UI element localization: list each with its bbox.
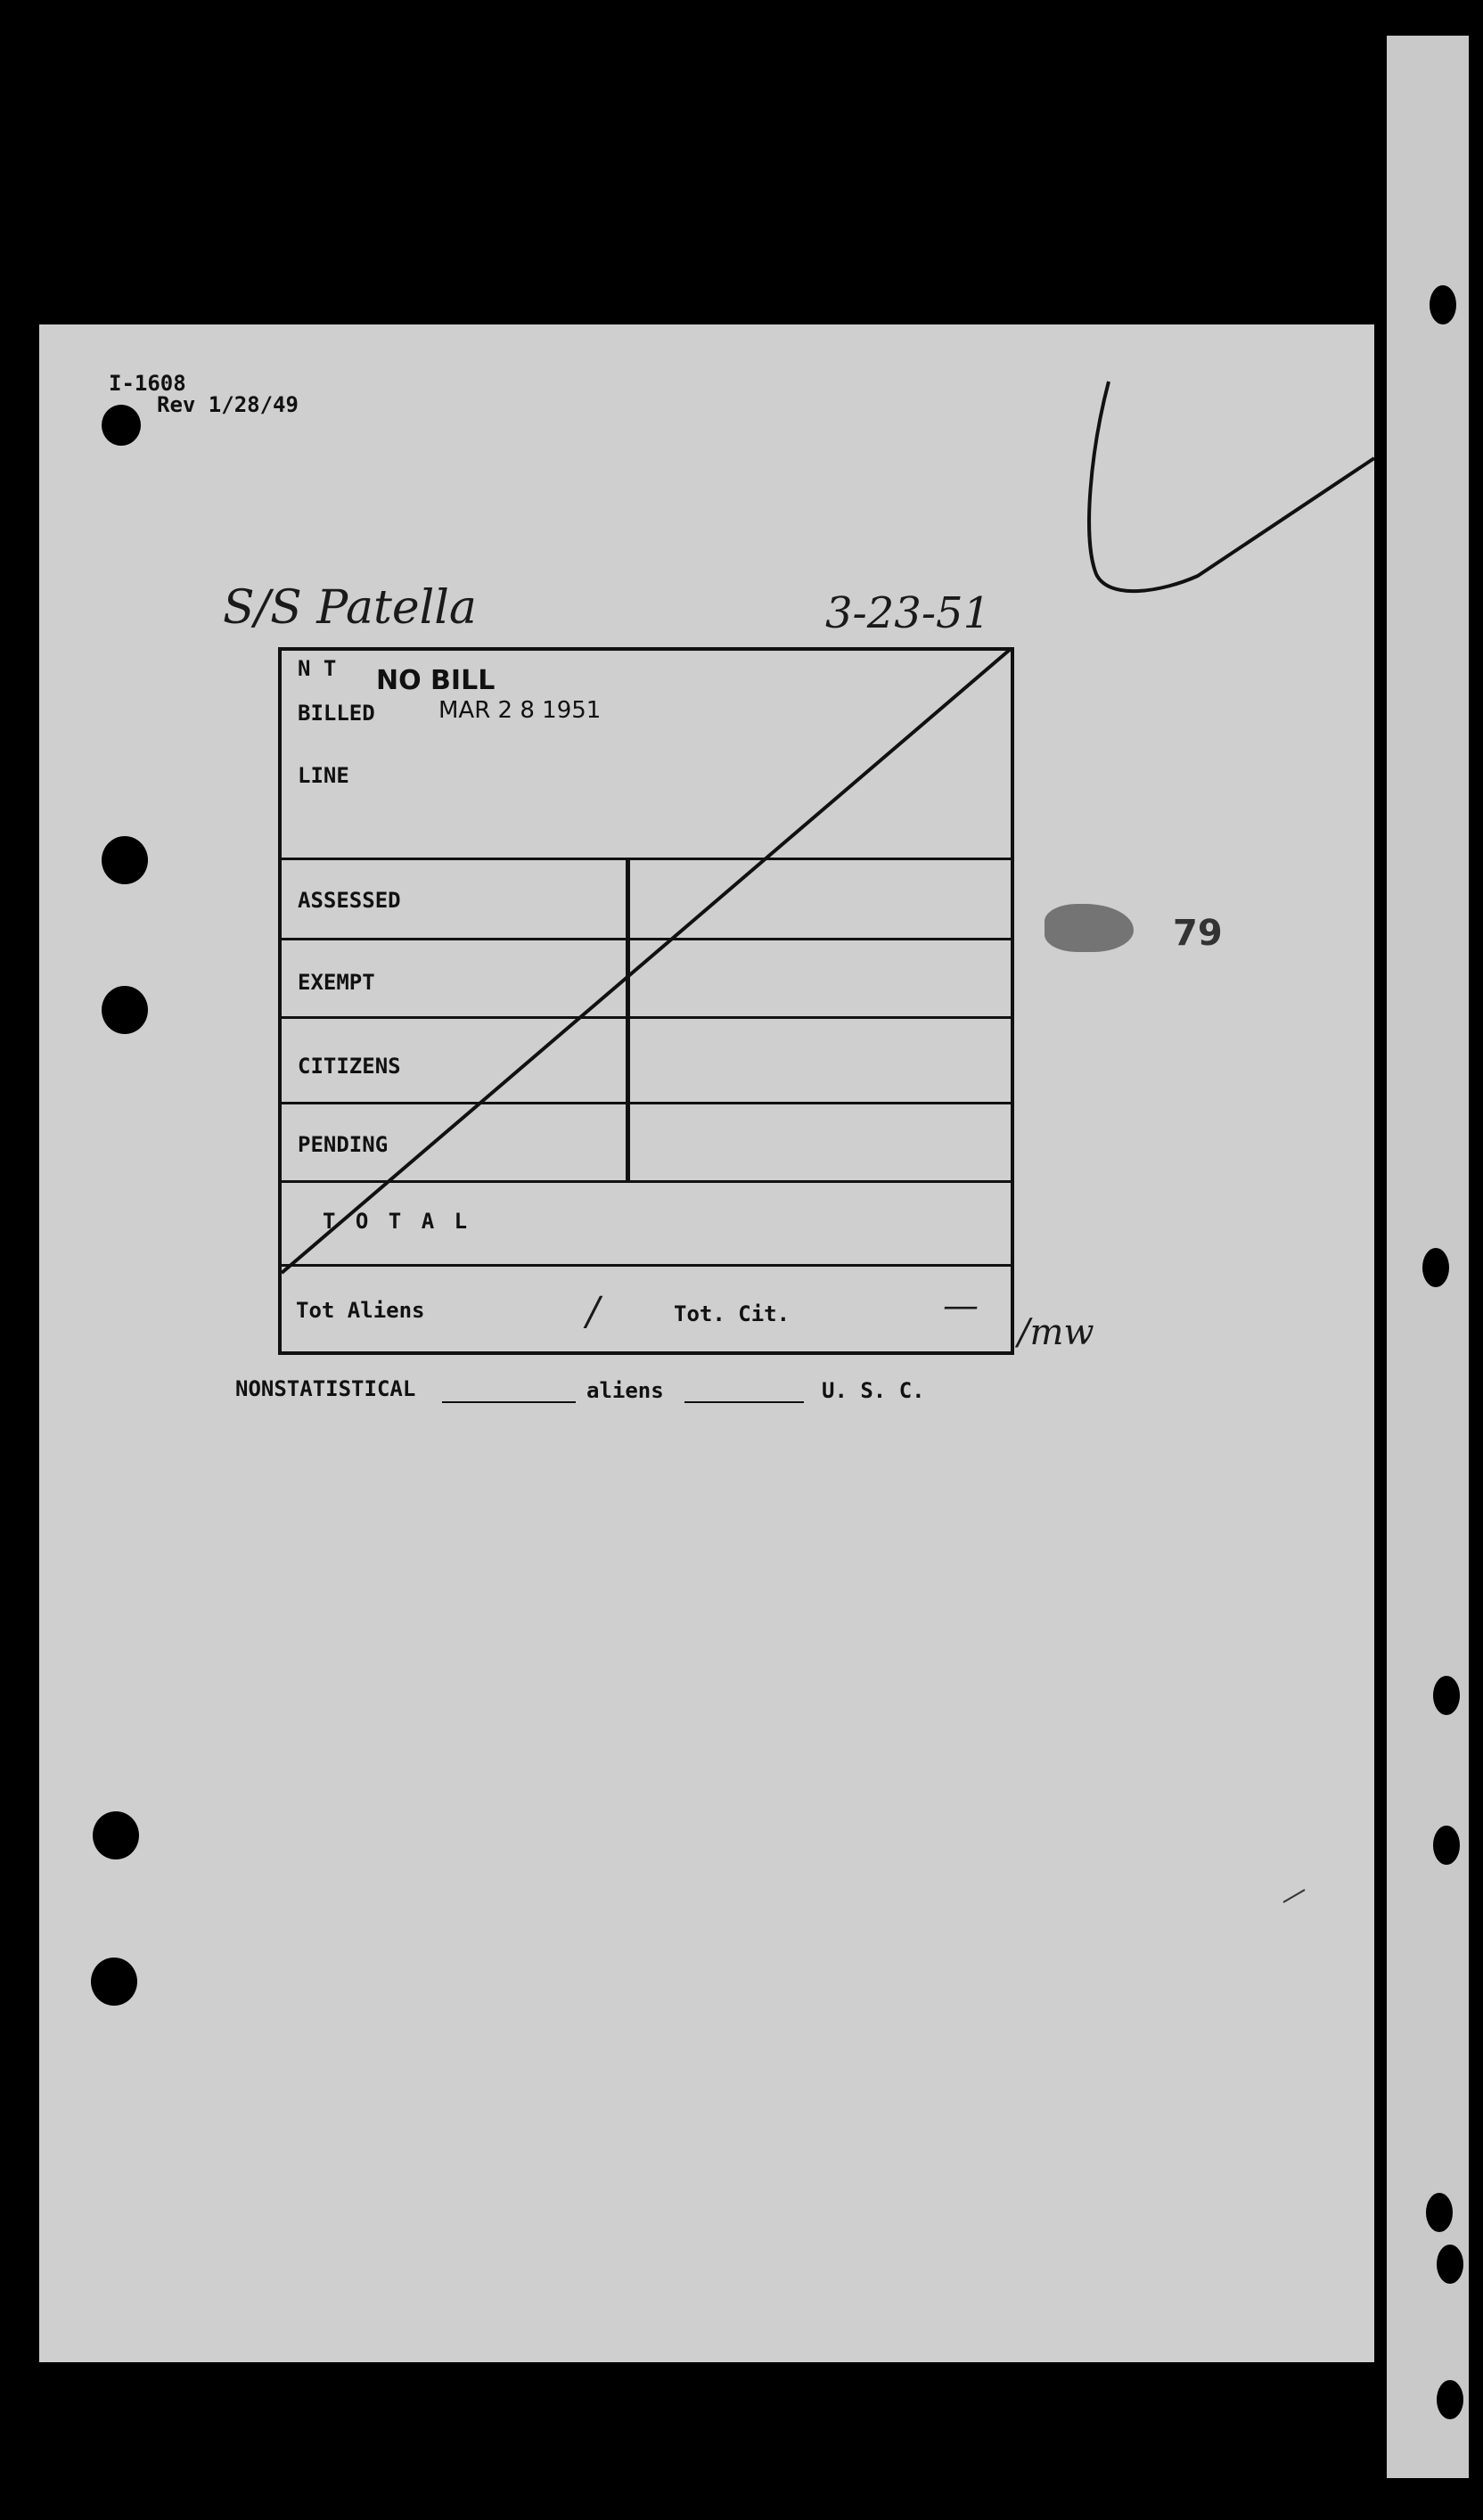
citizens-label: CITIZENS: [298, 1054, 401, 1079]
billed-date-stamp: MAR 2 8 1951: [438, 697, 602, 724]
side-punch-hole: [1426, 2193, 1453, 2232]
date-handwritten: 3-23-51: [825, 588, 991, 638]
side-punch-hole: [1430, 285, 1456, 324]
pen-marks: [39, 324, 1374, 2362]
tot-aliens-value: /: [586, 1289, 600, 1334]
initials-handwritten: /mw: [1018, 1312, 1094, 1353]
nt-label: N T: [298, 656, 337, 681]
pending-label: PENDING: [298, 1132, 389, 1157]
total-label: T O T A L: [323, 1209, 471, 1234]
stray-mark: [1283, 1890, 1305, 1902]
line-label: LINE: [298, 763, 349, 788]
side-punch-hole: [1433, 1676, 1460, 1715]
aliens-label: aliens: [586, 1378, 664, 1403]
no-bill-stamp: NO BILL: [376, 665, 496, 696]
diagonal-cancel-line: [282, 649, 1011, 1273]
billed-label: BILLED: [298, 701, 375, 726]
manifest-card: [39, 324, 1374, 2362]
form-number: I-1608: [109, 371, 186, 396]
check-mark: [1089, 382, 1374, 591]
tot-aliens-label: Tot Aliens: [296, 1298, 425, 1323]
adjacent-page-edge: [1387, 36, 1469, 2478]
side-punch-hole: [1422, 1248, 1449, 1287]
side-punch-hole: [1437, 2245, 1463, 2284]
exempt-label: EXEMPT: [298, 970, 375, 995]
side-punch-hole: [1437, 2380, 1463, 2419]
side-punch-hole: [1433, 1826, 1460, 1865]
tot-cit-label: Tot. Cit.: [674, 1301, 791, 1326]
usc-label: U. S. C.: [822, 1378, 925, 1403]
nonstatistical-label: NONSTATISTICAL: [235, 1376, 416, 1401]
form-revision: Rev 1/28/49: [157, 392, 299, 417]
tot-cit-value: —: [943, 1285, 979, 1326]
vessel-name-handwritten: S/S Patella: [223, 581, 477, 635]
assessed-label: ASSESSED: [298, 888, 401, 913]
stamp-number: 79: [1173, 913, 1223, 954]
